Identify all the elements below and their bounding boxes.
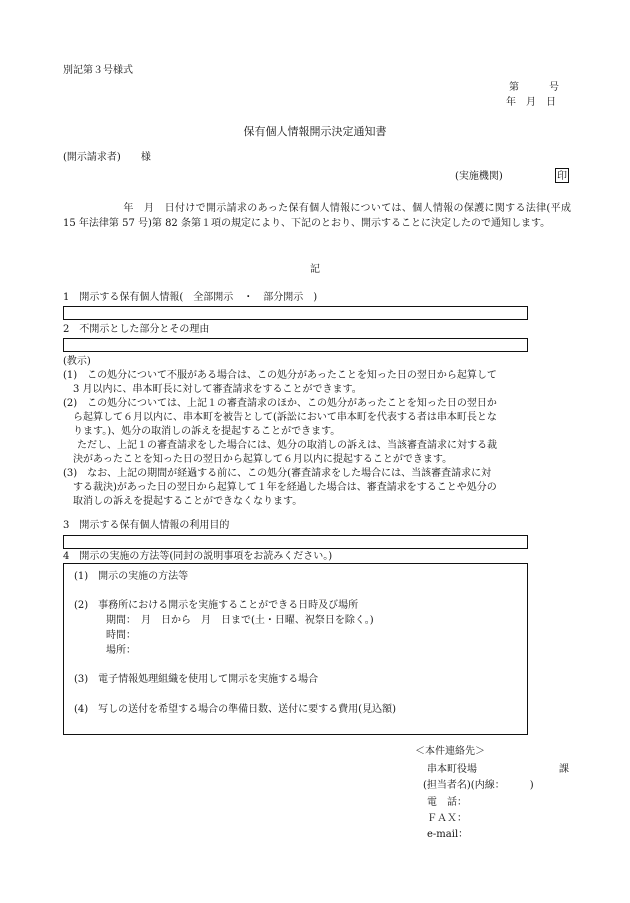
note-2-line-3: ります。)、処分の取消しの訴えを提起することができます。 [73,426,341,437]
form-id: 別記第３号様式 [63,65,133,76]
contact-heading: ＜本件連絡先＞ [415,746,485,757]
note-3-line-3: 取消しの訴えを提起することができなくなります。 [73,496,303,507]
method-item-2: (2) 事務所における開示を実施することができる日時及び場所 [74,600,359,611]
document-date: 年 月 日 [506,97,556,108]
note-2-line-5: 決があったことを知った日の翌日から起算して６月以内に提起することができます。 [73,454,453,465]
addressee-sama: 様 [140,152,151,163]
section-2-box [63,338,528,352]
contact-email: e-mail： [427,829,469,840]
ki-heading: 記 [310,264,320,275]
document-number: 第 号 [509,82,559,93]
addressee-label: (開示請求者) [63,152,121,163]
method-item-3: (3) 電子情報処理組織を使用して開示を実施する場合 [74,674,319,685]
addressee-line [63,153,151,163]
method-item-1: (1) 開示の実施の方法等 [74,571,189,582]
section-3-label: 3 開示する保有個人情報の利用目的 [63,520,230,531]
note-1-line-1: (1) この処分について不服がある場合は、この処分があったことを知った日の翌日から起算して [63,370,497,381]
note-3-line-2: する裁決)があった日の翌日から起算して１年を経過した場合は、審査請求をすることや処分の [73,482,497,493]
section-3-box [63,535,528,549]
section-4-label: 4 開示の実施の方法等(同封の説明事項をお読みください。) [63,551,333,562]
method-place: 場所： [106,645,136,656]
method-item-4: (4) 写しの送付を希望する場合の準備日数、送付に要する費用(見込額) [74,704,396,715]
contact-ka: 課 [559,764,569,775]
contact-person: (担当者名)(内線： ) [423,780,534,791]
section-1-box [63,306,528,320]
section-1-label: 1 開示する保有個人情報( 全部開示 ・ 部分開示 ) [63,292,318,303]
seal-box: 印 [555,168,569,183]
note-2-line-4: ただし、上記１の審査請求をした場合には、処分の取消しの訴えは、当該審査請求に対する裁 [77,440,497,451]
notes-block [63,355,573,509]
agency-label: (実施機関) [455,171,503,182]
contact-office: 串本町役場 [427,764,477,775]
body-text: 年 月 日付けで開示請求のあった保有個人情報については、個人情報の保護に関する法律(平成 15 年法律第 57 号)第 82 条第１項の規定により、下記のとおり、開示することに決定したので通知します。 [63,203,571,229]
section-2-label: 2 不開示とした部分とその理由 [63,324,210,335]
method-time: 時間： [106,630,136,641]
page-title: 保有個人情報開示決定通知書 [243,125,387,138]
body-paragraph [63,201,571,231]
note-3-line-1: (3) なお、上記の期間が経過する前に、この処分(審査請求をした場合には、当該審査請求に対 [63,468,492,479]
note-2-line-2: ら起算して６月以内に、串本町を被告として(訴訟において串本町を代表する者は串本町長とな [73,412,497,423]
method-period: 期間： 月 日から 月 日まで(土・日曜、祝祭日を除く。) [106,615,374,626]
contact-fax: ＦＡＸ： [427,813,467,824]
note-1-line-2: 3 月以内に、串本町長に対して審査請求をすることができます。 [73,384,362,395]
contact-tel: 電 話： [427,797,467,808]
notes-heading: (教示) [63,356,91,367]
method-box [63,563,528,735]
note-2-line-1: (2) この処分については、上記１の審査請求のほか、この処分があったことを知った日の翌日か [63,398,497,409]
